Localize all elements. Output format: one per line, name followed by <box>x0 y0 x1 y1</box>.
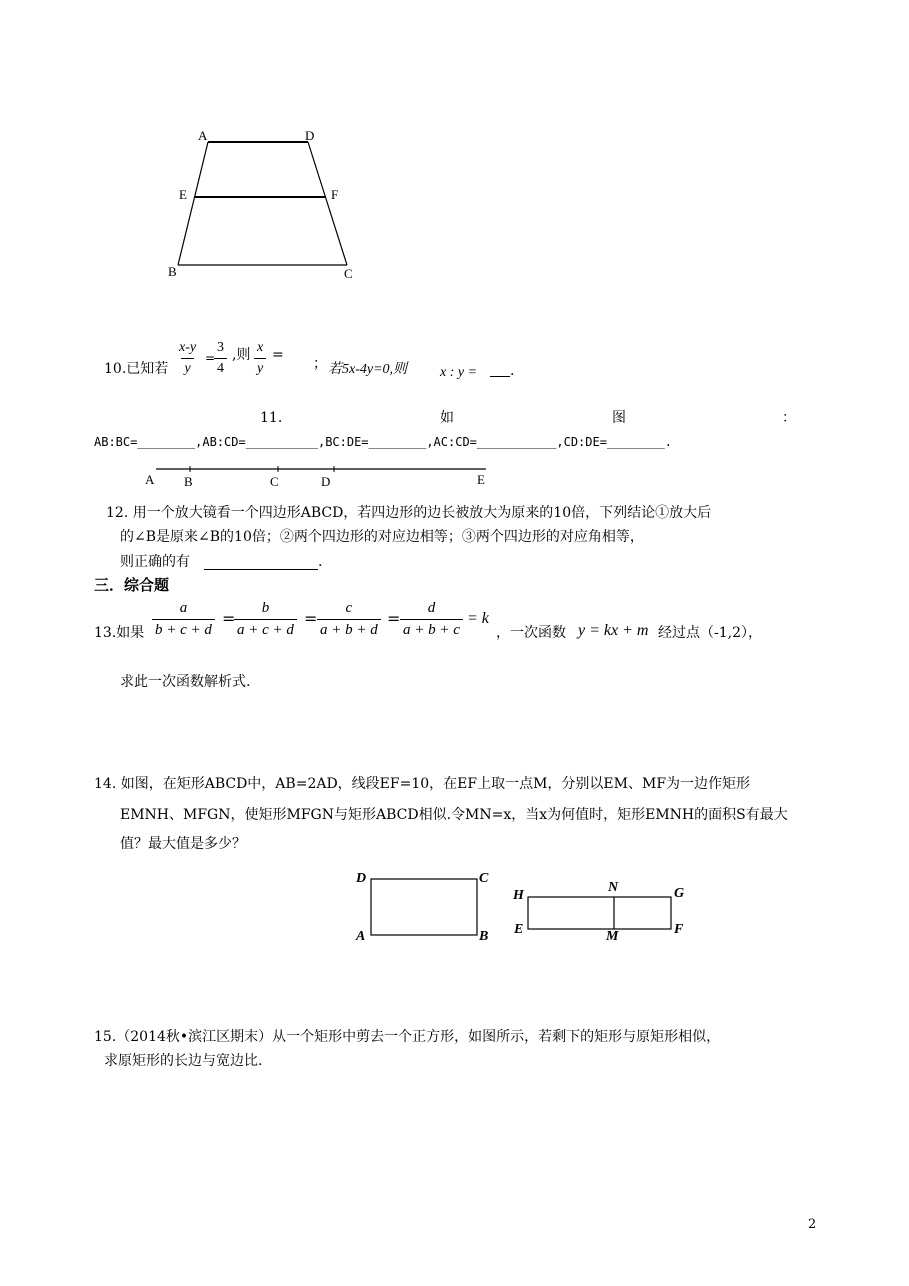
q14-line-3: 值？最大值是多少？ <box>120 836 246 852</box>
rect1-label-a: A <box>356 929 366 944</box>
q13-k: = k <box>467 610 489 627</box>
q13-function: y = kx + m <box>578 622 649 639</box>
rect1-label-b: B <box>479 929 489 944</box>
rect1-label-c: C <box>479 871 489 886</box>
q13-frac-c-den: a + b + d <box>317 619 381 641</box>
q15-line-1: 15.（2014秋•滨江区期末）从一个矩形中剪去一个正方形，如图所示，若剩下的矩形与原矩形相似， <box>94 1029 721 1045</box>
segment-label-b: B <box>184 474 193 489</box>
q13-line-2: 求此一次函数解析式. <box>120 674 251 690</box>
q12-line-1: 12. 用一个放大镜看一个四边形ABCD，若四边形的边长被放大为原来的10倍，下列结论①放大后 <box>106 505 712 521</box>
q14-line-2: EMNH、MFGN，使矩形MFGN与矩形ABCD相似.令MN=x，当x为何值时，矩形EMNH的面积S有最大 <box>120 807 788 823</box>
section-3-title: 三．综合题 <box>94 576 170 594</box>
q11-number: 11. <box>260 410 283 426</box>
q10-end: . <box>510 363 515 379</box>
rect2-label-n: N <box>608 880 619 895</box>
q13-frac-b-den: a + c + d <box>234 619 297 641</box>
q12-line-3: 则正确的有 <box>120 554 190 570</box>
q10-frac1-denominator: y <box>181 358 193 379</box>
q14-line-1: 14. 如图，在矩形ABCD中，AB=2AD，线段EF=10，在EF上取一点M，分别以EM、MF为一边作矩形 <box>94 776 751 792</box>
q10-condition: 若5x-4y=0,则 <box>328 362 408 377</box>
page-number: 2 <box>808 1217 817 1232</box>
q10-prefix: 10.已知若 <box>104 361 169 377</box>
q13-eq-1: = <box>222 609 236 628</box>
q10-semicolon: ； <box>313 356 327 372</box>
rect2-label-h: H <box>513 888 524 903</box>
q10-frac1-numerator: x-y <box>179 340 197 355</box>
segment-label-e: E <box>477 472 485 487</box>
rect-efgh <box>528 897 671 929</box>
q13-frac-a-den: b + c + d <box>152 619 215 641</box>
q10-frac2-numerator: 3 <box>217 340 224 355</box>
trapezoid-label-c: C <box>344 266 353 281</box>
q13-frac-d-num: d <box>427 600 436 616</box>
rect2-label-m: M <box>606 929 619 944</box>
segment-label-d: D <box>321 474 331 489</box>
q10-tail-equals: = <box>272 347 284 363</box>
rect2-label-e: E <box>514 922 524 937</box>
segment-label-a: A <box>145 472 155 487</box>
q13-suffix: 经过点（-1,2）， <box>658 625 762 641</box>
q10-frac2-denominator: 4 <box>214 358 227 379</box>
q11-ratios-line: AB:BC=________,AB:CD=__________,BC:DE=________,AC:CD=___________,CD:DE=________. <box>94 435 672 449</box>
q13-frac-c-num: c <box>345 600 353 616</box>
rect2-label-g: G <box>674 886 685 901</box>
q15-line-2: 求原矩形的长边与宽边比. <box>104 1053 263 1069</box>
q10-frac3-numerator: x <box>257 340 264 355</box>
q10-equals: = <box>205 351 216 365</box>
rect2-label-f: F <box>674 922 684 937</box>
q13-eq-2: = <box>304 609 318 628</box>
trapezoid-label-b: B <box>168 264 177 279</box>
trapezoid-label-a: A <box>198 128 208 143</box>
q13-frac-b-num: b <box>261 600 270 616</box>
q11-word-tu: 图 <box>612 410 626 426</box>
q10-frac3-denominator: y <box>254 358 266 379</box>
q13-frac-d-den: a + b + c <box>400 619 463 641</box>
trapezoid-label-d: D <box>305 128 315 143</box>
q11-colon: ： <box>782 410 796 426</box>
trapezoid-label-e: E <box>179 187 187 202</box>
q13-eq-3: = <box>387 609 401 628</box>
rect-abcd <box>371 879 477 935</box>
rect1-label-d: D <box>356 871 367 886</box>
q10-ratio: x : y = <box>440 365 478 380</box>
q12-line-2: 的∠B是原来∠B的10倍；②两个四边形的对应边相等；③两个四边形的对应角相等， <box>120 529 644 545</box>
q10-then: ,则 <box>232 347 251 363</box>
q13-mid: ，一次函数 <box>496 625 566 641</box>
q13-prefix: 13.如果 <box>94 625 145 641</box>
q12-line-3-end: . <box>318 554 323 570</box>
q11-word-ru: 如 <box>440 410 454 426</box>
q13-frac-a-num: a <box>179 600 188 616</box>
trapezoid-label-f: F <box>331 187 339 202</box>
segment-label-c: C <box>270 474 279 489</box>
